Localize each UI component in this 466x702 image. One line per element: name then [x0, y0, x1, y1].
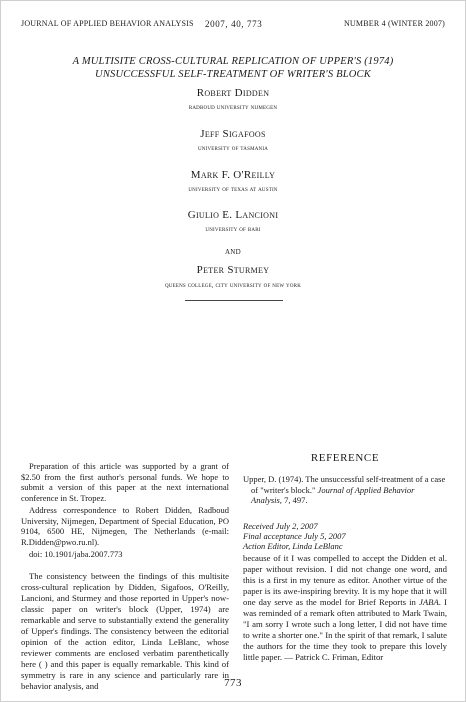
author-name: Giulio E. Lancioni: [187, 209, 279, 221]
running-head-journal: JOURNAL OF APPLIED BEHAVIOR ANALYSIS: [21, 19, 194, 28]
action-editor: Action Editor, Linda LeBlanc: [243, 541, 343, 551]
body-paragraph: [243, 553, 447, 663]
body-text-part-2: . I was reminded of a remark often attributed to Mark Twain, "I am sorry I wrote such a long letter, I did not have time to write a shorter one." In the spirit of that remark, I salute the authors for the time they took to prepare this lovely little paper. — Patrick C. Friman, Editor: [243, 597, 447, 662]
reference-citation-text: Upper, D. (1974). The unsuccessful self-treatment of a case of "writer's block.": [243, 474, 446, 495]
reference-citation: [243, 474, 447, 506]
body-paragraph: The consistency between the findings of this multisite cross-cultural replication by Didden, Sigafoos, O'Reilly, Lancioni, and Sturmey and those reported in Upper's now-classic paper on writer's block (Upper, 1974) are remarkable and serve to substantially extend the generality of Upper's findings. The consistency between the editorial opinion of the action editor, Linda LeBlanc, whose reviewer comments are enclosed verbatim parenthetically here ( ) and this paper is equally remarkable. This kind of symmetry is rare in any science and particularly rare in behavior analysis, and: [21, 571, 229, 691]
running-head-issue: NUMBER 4 (WINTER 2007): [343, 19, 445, 28]
article-title-line-1: A MULTISITE CROSS-CULTURAL REPLICATION OF UPPER'S (1974): [72, 56, 394, 67]
author-conjunction: AND: [224, 248, 242, 256]
received-date: Received July 2, 2007: [243, 521, 318, 531]
doi-note: doi: 10.1901/jaba.2007.773: [29, 549, 123, 559]
acceptance-date: Final acceptance July 5, 2007: [243, 531, 346, 541]
author-name: Mark F. O'Reilly: [190, 169, 276, 181]
reference-heading: REFERENCE: [310, 452, 380, 464]
article-title-line-2: UNSUCCESSFUL SELF-TREATMENT OF WRITER'S BLOCK: [95, 69, 371, 80]
author-footnotes: [21, 461, 229, 562]
author-name: Jeff Sigafoos: [200, 128, 266, 140]
author-affiliation: queens college, city university of new york: [164, 282, 302, 289]
author-affiliation: university of tasmania: [197, 145, 269, 152]
journal-abbrev: JABA: [419, 597, 439, 607]
funding-note: Preparation of this article was supported by a grant of $2.50 from the first author's personal funds. We hope to submit a version of this paper at the next international conference in St. Tropez.: [21, 461, 229, 503]
page-number: 773: [224, 677, 242, 689]
running-head-volume: 2007, 40, 773: [205, 19, 263, 29]
title-divider: [185, 300, 283, 301]
editorial-dates: [243, 521, 447, 551]
author-name: Peter Sturmey: [196, 264, 270, 276]
body-text-left: [21, 571, 229, 692]
reference-volume: 7, 497.: [284, 495, 308, 505]
body-text-part-1: because of it I was compelled to accept the Didden et al. paper without revision. I did not change one word, and this is a first in my tenure as editor. Another virtue of the paper is its awe-inspiring brevity. It is my hope that it will one day serve as the model for Brief Reports in: [243, 553, 447, 607]
author-affiliation: university of texas at austin: [188, 186, 278, 193]
author-affiliation: university of bari: [205, 226, 261, 233]
author-name: Robert Didden: [196, 87, 270, 99]
article-title: [21, 55, 445, 81]
body-text-right: [243, 553, 447, 663]
address-note: Address correspondence to Robert Didden, Radboud University, Nijmegen, Department of Special Education, PO 9104, 6500 HE, Nijmegen, The Netherlands (e-mail: R.Didden@pwo.ru.nl).: [21, 505, 229, 547]
reference-journal: Journal of Applied Behavior Analysis,: [251, 484, 415, 505]
reference-entry: [243, 474, 447, 506]
author-affiliation: radboud university nijmegen: [188, 104, 278, 111]
